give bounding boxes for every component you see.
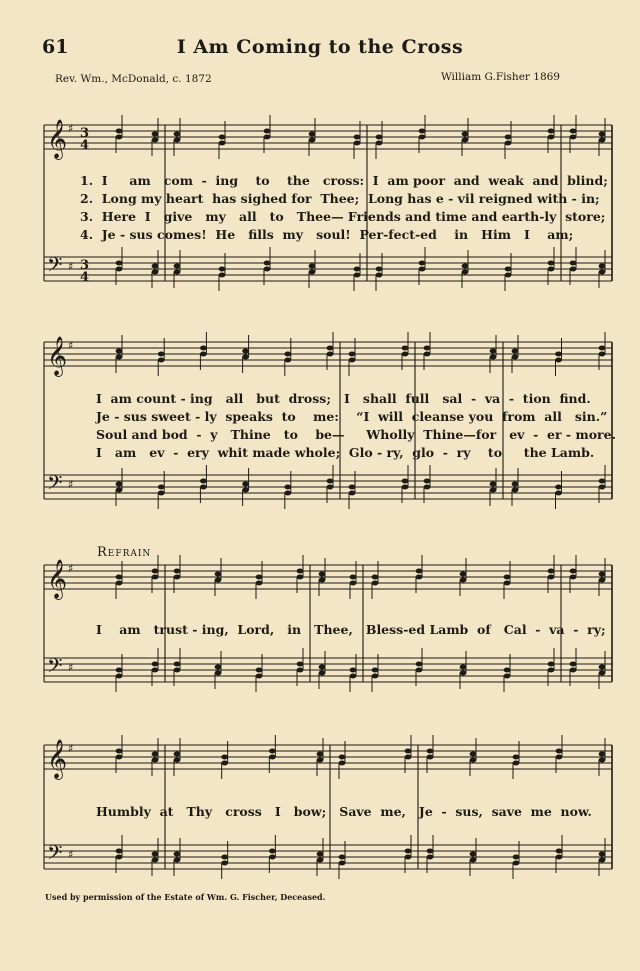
note-head — [269, 749, 276, 754]
note-head — [264, 129, 271, 134]
note-head — [505, 273, 512, 278]
sharp-sign: ♯ — [68, 562, 74, 575]
note-head — [319, 572, 326, 577]
note-head — [504, 668, 511, 673]
note-head — [555, 485, 562, 490]
note-head — [152, 858, 159, 863]
note-head — [512, 488, 519, 493]
note-head — [416, 575, 423, 580]
note-head — [256, 674, 263, 679]
note-head — [512, 482, 519, 487]
note-head — [350, 668, 357, 673]
treble-clef: 𝄞 — [47, 336, 68, 376]
note-head — [317, 852, 324, 857]
note-head — [504, 674, 511, 679]
note-head — [599, 852, 606, 857]
note-head — [570, 129, 577, 134]
note-head — [555, 352, 562, 357]
note-head — [339, 761, 346, 766]
note-head — [116, 129, 123, 134]
note-head — [470, 752, 477, 757]
note-head — [152, 569, 159, 574]
note-head — [309, 138, 316, 143]
note-head — [462, 138, 469, 143]
note-head — [221, 855, 228, 860]
lyric-line-1-4: 4. Je - sus comes! He fills my soul! Per-fect-ed in Him I am; — [80, 227, 574, 242]
note-head — [599, 264, 606, 269]
note-head — [354, 267, 361, 272]
composer-credit: William G.Fisher 1869 — [440, 71, 560, 83]
note-head — [599, 572, 606, 577]
note-head — [512, 349, 519, 354]
note-head — [349, 352, 356, 357]
note-head — [354, 273, 361, 278]
note-head — [513, 861, 520, 866]
note-head — [376, 273, 383, 278]
note-head — [221, 861, 228, 866]
note-head — [416, 668, 423, 673]
note-head — [242, 349, 249, 354]
time-signature: 3 — [80, 126, 90, 141]
note-head — [174, 264, 181, 269]
note-head — [349, 358, 356, 363]
note-head — [158, 352, 165, 357]
bass-clef: 𝄢 — [47, 253, 63, 281]
note-head — [339, 855, 346, 860]
note-head — [116, 674, 123, 679]
note-head — [405, 849, 412, 854]
note-head — [309, 270, 316, 275]
treble-clef: 𝄞 — [47, 559, 68, 599]
note-head — [470, 852, 477, 857]
note-head — [174, 858, 181, 863]
note-head — [116, 261, 123, 266]
note-head — [219, 273, 226, 278]
lyric-line-3: I am trust - ing, Lord, in Thee, Bless-ed Lamb of Cal - va - ry; — [96, 622, 606, 637]
note-head — [570, 261, 577, 266]
note-head — [327, 352, 334, 357]
note-head — [424, 485, 431, 490]
note-head — [152, 662, 159, 667]
note-head — [548, 569, 555, 574]
note-head — [215, 665, 222, 670]
note-head — [319, 578, 326, 583]
note-head — [297, 662, 304, 667]
bass-clef: 𝄢 — [47, 654, 63, 682]
sharp-sign: ♯ — [68, 742, 74, 755]
note-head — [297, 575, 304, 580]
note-head — [269, 855, 276, 860]
note-head — [256, 668, 263, 673]
sharp-sign: ♯ — [68, 478, 74, 491]
note-head — [599, 578, 606, 583]
note-head — [174, 758, 181, 763]
note-head — [416, 569, 423, 574]
note-head — [269, 849, 276, 854]
lyric-line-2-3: Soul and bod - y Thine to be— Wholly Thine—for ev - er - more. — [96, 427, 616, 442]
sharp-sign: ♯ — [68, 122, 74, 135]
note-head — [309, 264, 316, 269]
note-head — [152, 852, 159, 857]
note-head — [570, 267, 577, 272]
bass-clef: 𝄢 — [47, 841, 63, 869]
note-head — [242, 488, 249, 493]
note-head — [402, 485, 409, 490]
note-head — [556, 755, 563, 760]
note-head — [490, 349, 497, 354]
note-head — [548, 668, 555, 673]
time-signature: 4 — [80, 270, 90, 285]
note-head — [158, 491, 165, 496]
note-head — [327, 485, 334, 490]
note-head — [256, 575, 263, 580]
note-head — [372, 581, 379, 586]
note-head — [200, 346, 207, 351]
note-head — [174, 132, 181, 137]
note-head — [174, 569, 181, 574]
note-head — [372, 575, 379, 580]
note-head — [470, 758, 477, 763]
note-head — [174, 852, 181, 857]
note-head — [548, 267, 555, 272]
note-head — [174, 575, 181, 580]
note-head — [264, 267, 271, 272]
time-signature: 4 — [80, 138, 90, 153]
note-head — [116, 482, 123, 487]
note-head — [339, 861, 346, 866]
note-head — [350, 581, 357, 586]
note-head — [215, 578, 222, 583]
lyric-line-2-1: I am count - ing all but dross; I shall full sal - va - tion find. — [96, 391, 591, 406]
sharp-sign: ♯ — [68, 260, 74, 273]
note-head — [158, 358, 165, 363]
note-head — [402, 352, 409, 357]
note-head — [462, 264, 469, 269]
note-head — [152, 138, 159, 143]
note-head — [462, 270, 469, 275]
note-head — [174, 662, 181, 667]
note-head — [372, 668, 379, 673]
note-head — [460, 671, 467, 676]
note-head — [116, 855, 123, 860]
note-head — [513, 755, 520, 760]
note-head — [372, 674, 379, 679]
note-head — [505, 141, 512, 146]
note-head — [349, 485, 356, 490]
note-head — [556, 855, 563, 860]
note-head — [152, 132, 159, 137]
note-head — [221, 755, 228, 760]
note-head — [174, 752, 181, 757]
note-head — [599, 352, 606, 357]
note-head — [402, 346, 409, 351]
note-head — [116, 668, 123, 673]
note-head — [599, 758, 606, 763]
note-head — [513, 855, 520, 860]
note-head — [427, 755, 434, 760]
note-head — [512, 355, 519, 360]
note-head — [152, 752, 159, 757]
note-head — [116, 355, 123, 360]
note-head — [419, 267, 426, 272]
note-head — [376, 141, 383, 146]
note-head — [570, 575, 577, 580]
hymn-title: I Am Coming to the Cross — [176, 36, 464, 58]
note-head — [349, 491, 356, 496]
note-head — [284, 485, 291, 490]
note-head — [269, 755, 276, 760]
lyric-line-2-4: I am ev - ery whit made whole; Glo - ry, glo - ry to the Lamb. — [96, 445, 595, 460]
note-head — [548, 575, 555, 580]
note-head — [599, 665, 606, 670]
note-head — [490, 482, 497, 487]
note-head — [215, 572, 222, 577]
note-head — [116, 349, 123, 354]
note-head — [200, 485, 207, 490]
note-head — [427, 855, 434, 860]
note-head — [599, 671, 606, 676]
note-head — [405, 749, 412, 754]
refrain-label: Refrain — [97, 545, 152, 560]
note-head — [599, 485, 606, 490]
note-head — [570, 135, 577, 140]
note-head — [513, 761, 520, 766]
note-head — [242, 482, 249, 487]
note-head — [402, 479, 409, 484]
note-head — [152, 264, 159, 269]
note-head — [555, 358, 562, 363]
note-head — [152, 758, 159, 763]
note-head — [462, 132, 469, 137]
note-head — [284, 358, 291, 363]
note-head — [297, 569, 304, 574]
note-head — [317, 758, 324, 763]
note-head — [116, 581, 123, 586]
note-head — [460, 572, 467, 577]
note-head — [116, 135, 123, 140]
lyric-line-2-2: Je - sus sweet - ly speaks to me: “I will cleanse you from all sin.” — [96, 409, 608, 424]
note-head — [419, 261, 426, 266]
note-head — [221, 761, 228, 766]
note-head — [548, 129, 555, 134]
permission-footer: Used by permission of the Estate of Wm. G. Fischer, Deceased. — [45, 892, 326, 902]
note-head — [264, 135, 271, 140]
note-head — [297, 668, 304, 673]
note-head — [242, 355, 249, 360]
hymn-number: 61 — [42, 36, 69, 58]
author-credit: Rev. Wm., McDonald, c. 1872 — [55, 73, 212, 85]
note-head — [419, 135, 426, 140]
note-head — [158, 485, 165, 490]
lyric-line-4: Humbly at Thy cross I bow; Save me, Je - sus, save me now. — [96, 804, 592, 819]
note-head — [504, 581, 511, 586]
note-head — [376, 267, 383, 272]
note-head — [152, 575, 159, 580]
note-head — [548, 662, 555, 667]
note-head — [460, 665, 467, 670]
note-head — [350, 674, 357, 679]
note-head — [427, 849, 434, 854]
sharp-sign: ♯ — [68, 848, 74, 861]
note-head — [419, 129, 426, 134]
note-head — [416, 662, 423, 667]
note-head — [599, 858, 606, 863]
note-head — [116, 849, 123, 854]
note-head — [599, 132, 606, 137]
note-head — [405, 755, 412, 760]
note-head — [339, 755, 346, 760]
time-signature: 3 — [80, 258, 90, 273]
note-head — [505, 135, 512, 140]
treble-clef: 𝄞 — [47, 119, 68, 159]
note-head — [200, 352, 207, 357]
note-head — [219, 141, 226, 146]
note-head — [599, 270, 606, 275]
note-head — [427, 749, 434, 754]
note-head — [174, 270, 181, 275]
note-head — [490, 488, 497, 493]
note-head — [599, 138, 606, 143]
note-head — [556, 749, 563, 754]
sharp-sign: ♯ — [68, 339, 74, 352]
note-head — [570, 569, 577, 574]
note-head — [116, 488, 123, 493]
note-head — [599, 752, 606, 757]
note-head — [116, 749, 123, 754]
note-head — [317, 752, 324, 757]
note-head — [264, 261, 271, 266]
treble-clef: 𝄞 — [47, 739, 68, 779]
note-head — [317, 858, 324, 863]
note-head — [152, 668, 159, 673]
note-head — [405, 855, 412, 860]
lyric-line-1-2: 2. Long my heart has sighed for Thee; Long has e - vil reigned with - in; — [80, 191, 600, 206]
note-head — [200, 479, 207, 484]
note-head — [424, 346, 431, 351]
note-head — [152, 270, 159, 275]
note-head — [219, 267, 226, 272]
note-head — [116, 755, 123, 760]
note-head — [504, 575, 511, 580]
note-head — [116, 575, 123, 580]
note-head — [327, 479, 334, 484]
note-head — [376, 135, 383, 140]
sharp-sign: ♯ — [68, 661, 74, 674]
note-head — [215, 671, 222, 676]
note-head — [570, 662, 577, 667]
lyric-line-1-1: 1. I am com - ing to the cross: I am poor and weak and blind; — [80, 173, 608, 188]
note-head — [570, 668, 577, 673]
note-head — [350, 575, 357, 580]
note-head — [354, 141, 361, 146]
note-head — [256, 581, 263, 586]
note-head — [548, 135, 555, 140]
note-head — [599, 479, 606, 484]
note-head — [319, 665, 326, 670]
note-head — [505, 267, 512, 272]
note-head — [309, 132, 316, 137]
note-head — [460, 578, 467, 583]
note-head — [284, 491, 291, 496]
bass-clef: 𝄢 — [47, 471, 63, 499]
note-head — [424, 479, 431, 484]
note-head — [219, 135, 226, 140]
note-head — [327, 346, 334, 351]
lyric-line-1-3: 3. Here I give my all to Thee— Friends and time and earth-ly store; — [80, 209, 606, 224]
note-head — [424, 352, 431, 357]
note-head — [548, 261, 555, 266]
note-head — [174, 668, 181, 673]
note-head — [284, 352, 291, 357]
note-head — [556, 849, 563, 854]
note-head — [490, 355, 497, 360]
note-head — [174, 138, 181, 143]
note-head — [470, 858, 477, 863]
note-head — [319, 671, 326, 676]
note-head — [354, 135, 361, 140]
note-head — [599, 346, 606, 351]
note-head — [116, 267, 123, 272]
note-head — [555, 491, 562, 496]
